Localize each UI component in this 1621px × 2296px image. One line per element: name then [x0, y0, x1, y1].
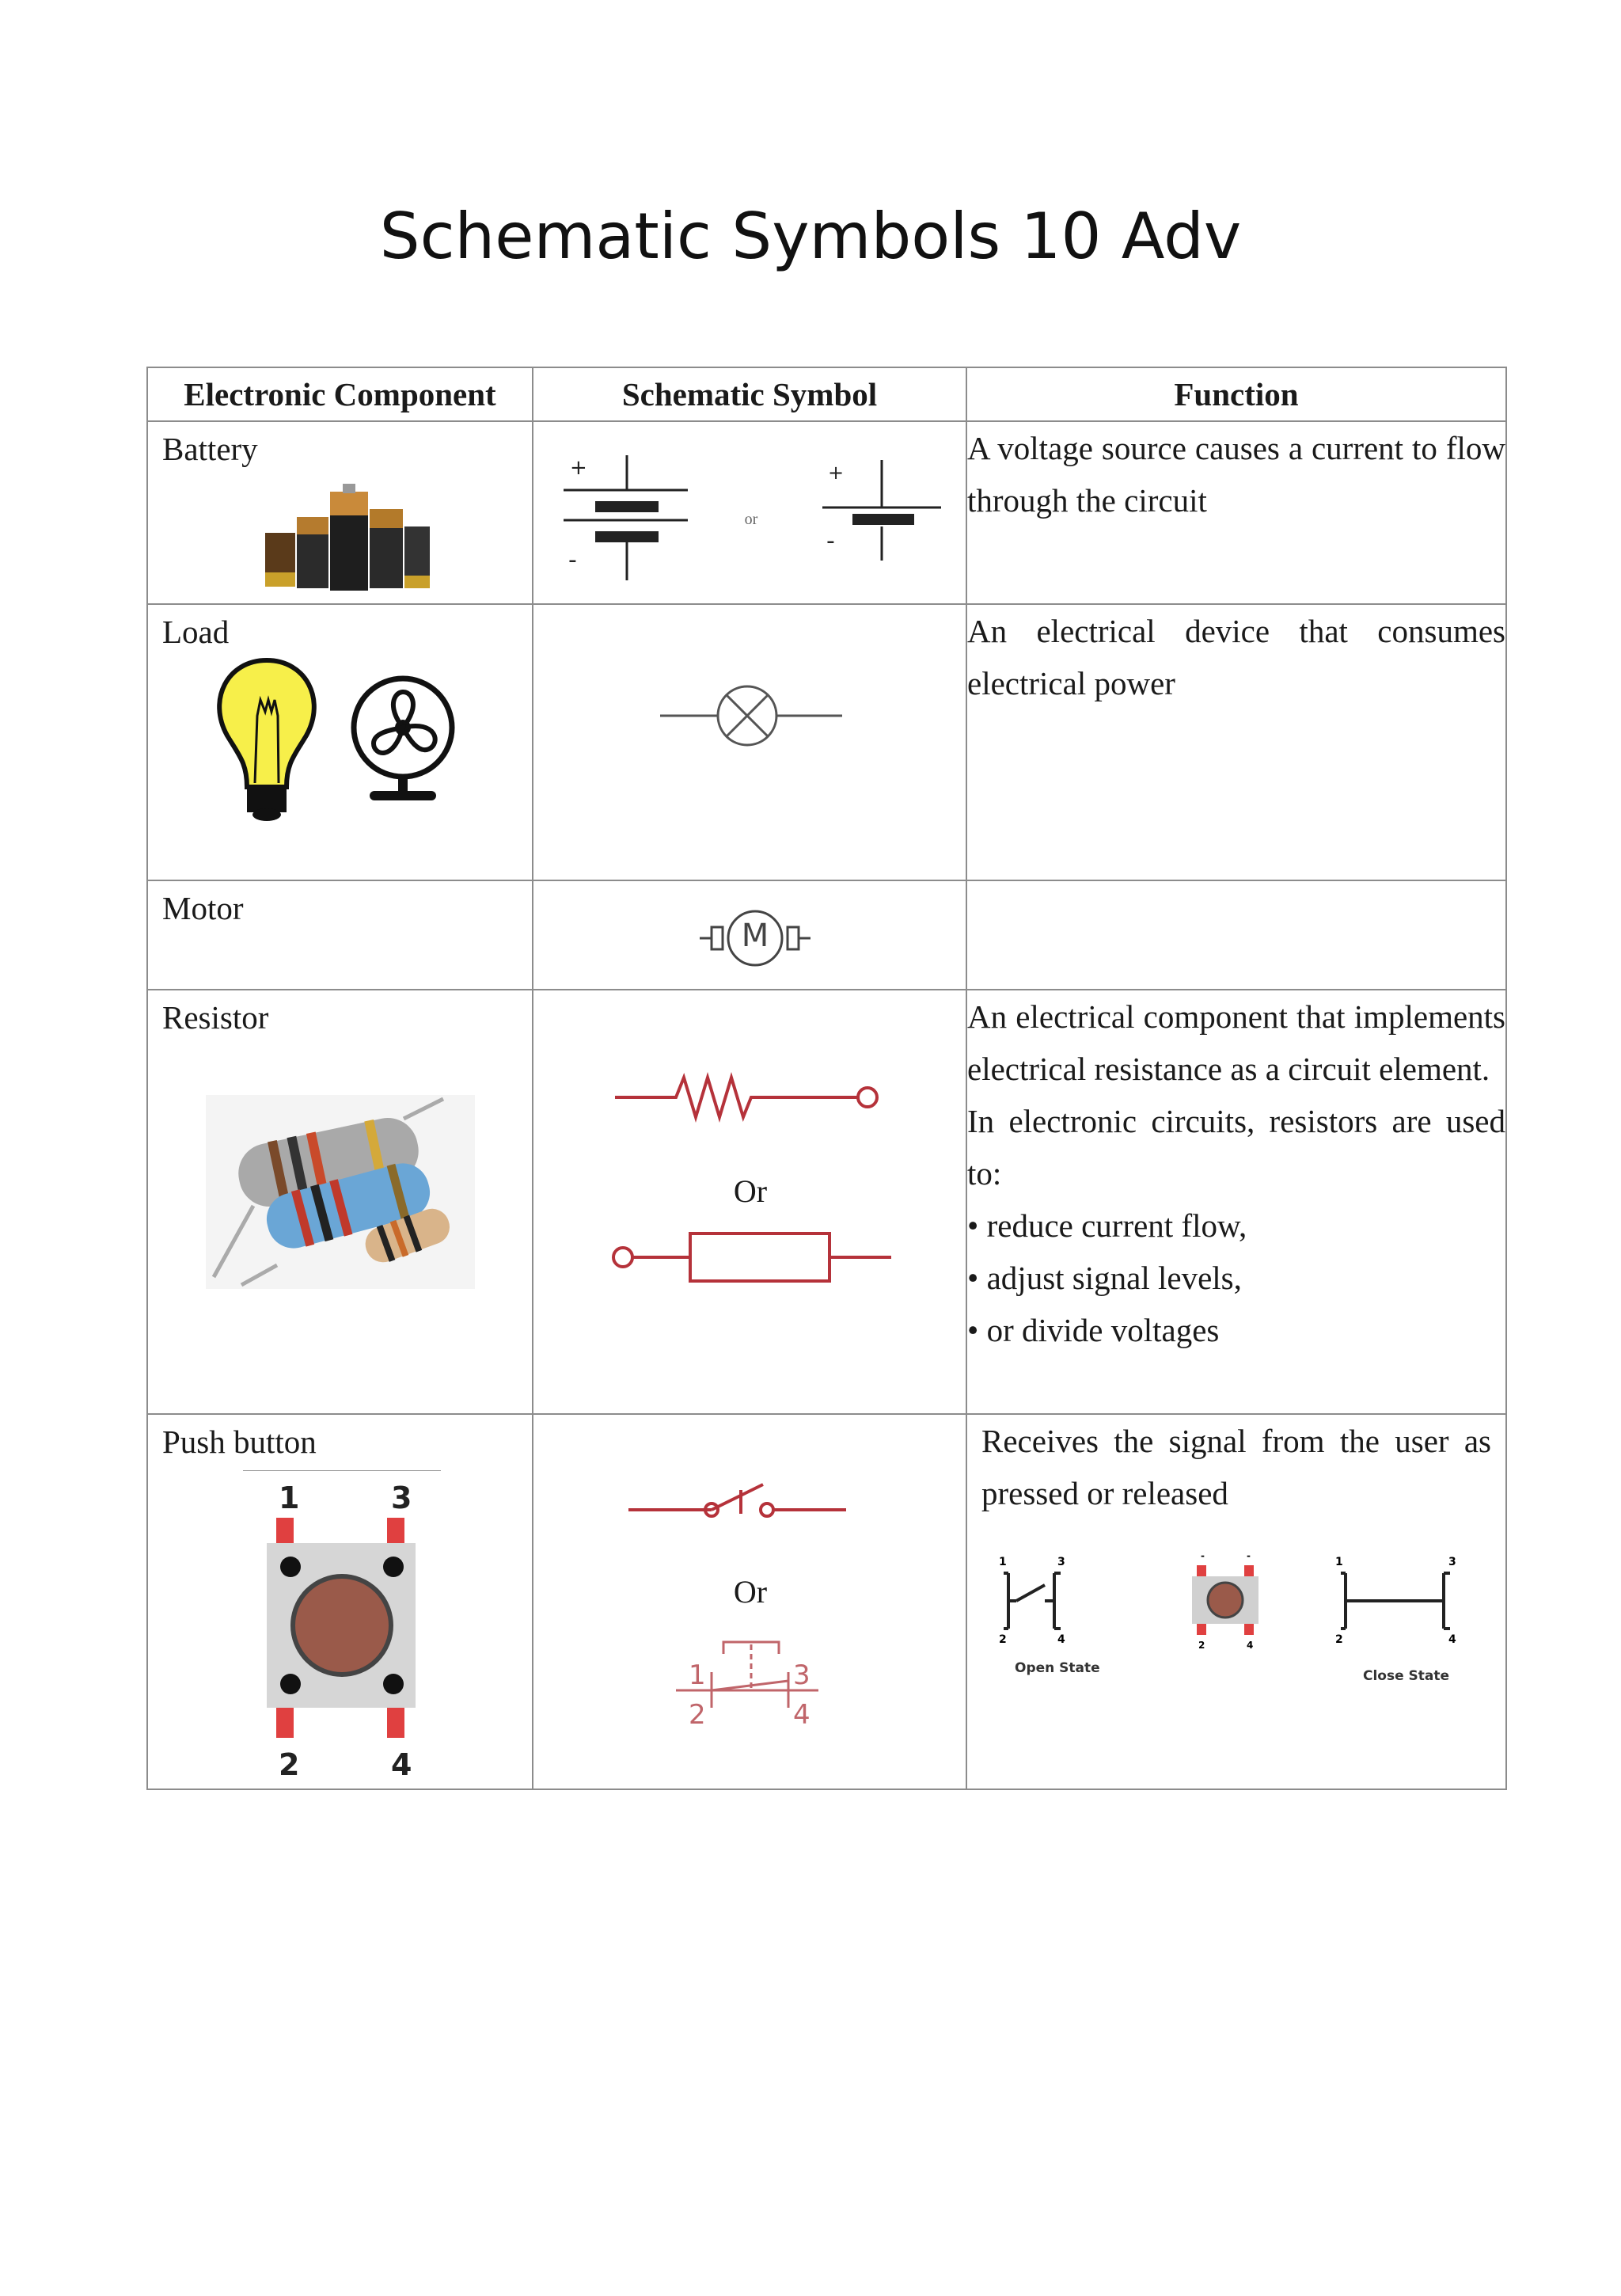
function-text: In electronic circuits, resistors are used to: [967, 1103, 1505, 1192]
component-name: Resistor [162, 999, 269, 1036]
list-item: • or divide voltages [967, 1312, 1220, 1348]
svg-text:3: 3 [793, 1659, 810, 1691]
symbol-cell [533, 604, 966, 880]
svg-text:3: 3 [1057, 1556, 1065, 1568]
svg-text:4: 4 [1247, 1640, 1254, 1651]
function-cell: An electrical device that consumes electrical power [966, 604, 1506, 880]
svg-text:2: 2 [689, 1699, 706, 1731]
bulb-fan-photo [211, 652, 457, 827]
or-label: Or [733, 1173, 768, 1209]
table-header-row [147, 367, 1506, 421]
lamp-symbol [533, 605, 967, 880]
table-row [147, 880, 1506, 990]
svg-text:+: + [828, 462, 845, 484]
svg-text:4: 4 [1448, 1633, 1456, 1646]
svg-text:-: - [1247, 1550, 1251, 1561]
svg-text:-: - [1201, 1550, 1205, 1561]
svg-text:4: 4 [391, 1747, 412, 1782]
function-text: Receives the signal from the user as pressed or released [981, 1423, 1491, 1511]
component-cell [147, 880, 533, 990]
svg-text:-: - [568, 546, 577, 574]
symbol-cell [533, 421, 966, 604]
svg-text:+: + [570, 456, 587, 480]
component-name: Battery [162, 431, 258, 467]
component-cell [147, 604, 533, 880]
function-cell [966, 880, 1506, 990]
svg-text:4: 4 [793, 1699, 810, 1731]
svg-text:3: 3 [391, 1481, 412, 1515]
or-label: Or [733, 1574, 768, 1610]
list-item: • adjust signal levels, [967, 1260, 1242, 1296]
component-cell [147, 421, 533, 604]
component-name: Load [162, 614, 230, 650]
component-cell [147, 990, 533, 1414]
symbol-cell [533, 880, 966, 990]
svg-text:1: 1 [999, 1556, 1007, 1568]
pushbutton-photo [243, 1470, 441, 1787]
svg-text:3: 3 [1448, 1556, 1456, 1568]
table-row [147, 604, 1506, 880]
svg-text:1: 1 [1335, 1556, 1343, 1568]
schematic-symbols-table [146, 367, 1507, 1790]
battery-photo [259, 477, 433, 596]
svg-text:2: 2 [999, 1633, 1007, 1646]
component-name: Motor [162, 890, 244, 926]
close-state-label: Close State [1363, 1668, 1450, 1684]
page-title: Schematic Symbols 10 Adv [379, 200, 1242, 273]
svg-text:2: 2 [1335, 1633, 1343, 1646]
symbol-cell [533, 1414, 966, 1789]
table-row [147, 990, 1506, 1414]
motor-letter: M [741, 918, 769, 954]
symbol-cell [533, 990, 966, 1414]
svg-text:2: 2 [1198, 1640, 1205, 1651]
list-item: • reduce current flow, [967, 1207, 1247, 1244]
or-label: or [744, 511, 758, 528]
svg-text:1: 1 [689, 1659, 706, 1691]
svg-text:2: 2 [279, 1747, 300, 1782]
component-cell [147, 1414, 533, 1789]
header-symbol: Schematic Symbol [533, 367, 966, 421]
component-name: Push button [162, 1424, 317, 1460]
svg-text:-: - [826, 527, 835, 555]
function-cell [966, 1414, 1506, 1789]
function-cell [966, 990, 1506, 1414]
open-state-label: Open State [1015, 1660, 1100, 1676]
function-cell: A voltage source causes a current to flow through the circuit [966, 421, 1506, 604]
svg-text:1: 1 [279, 1481, 300, 1515]
resistor-photo [206, 1095, 475, 1289]
table-row [147, 1414, 1506, 1789]
svg-text:4: 4 [1057, 1633, 1065, 1646]
table-row [147, 421, 1506, 604]
header-component: Electronic Component [147, 367, 533, 421]
header-function: Function [966, 367, 1506, 421]
function-text: An electrical component that implements electrical resistance as a circuit element. [967, 998, 1505, 1087]
